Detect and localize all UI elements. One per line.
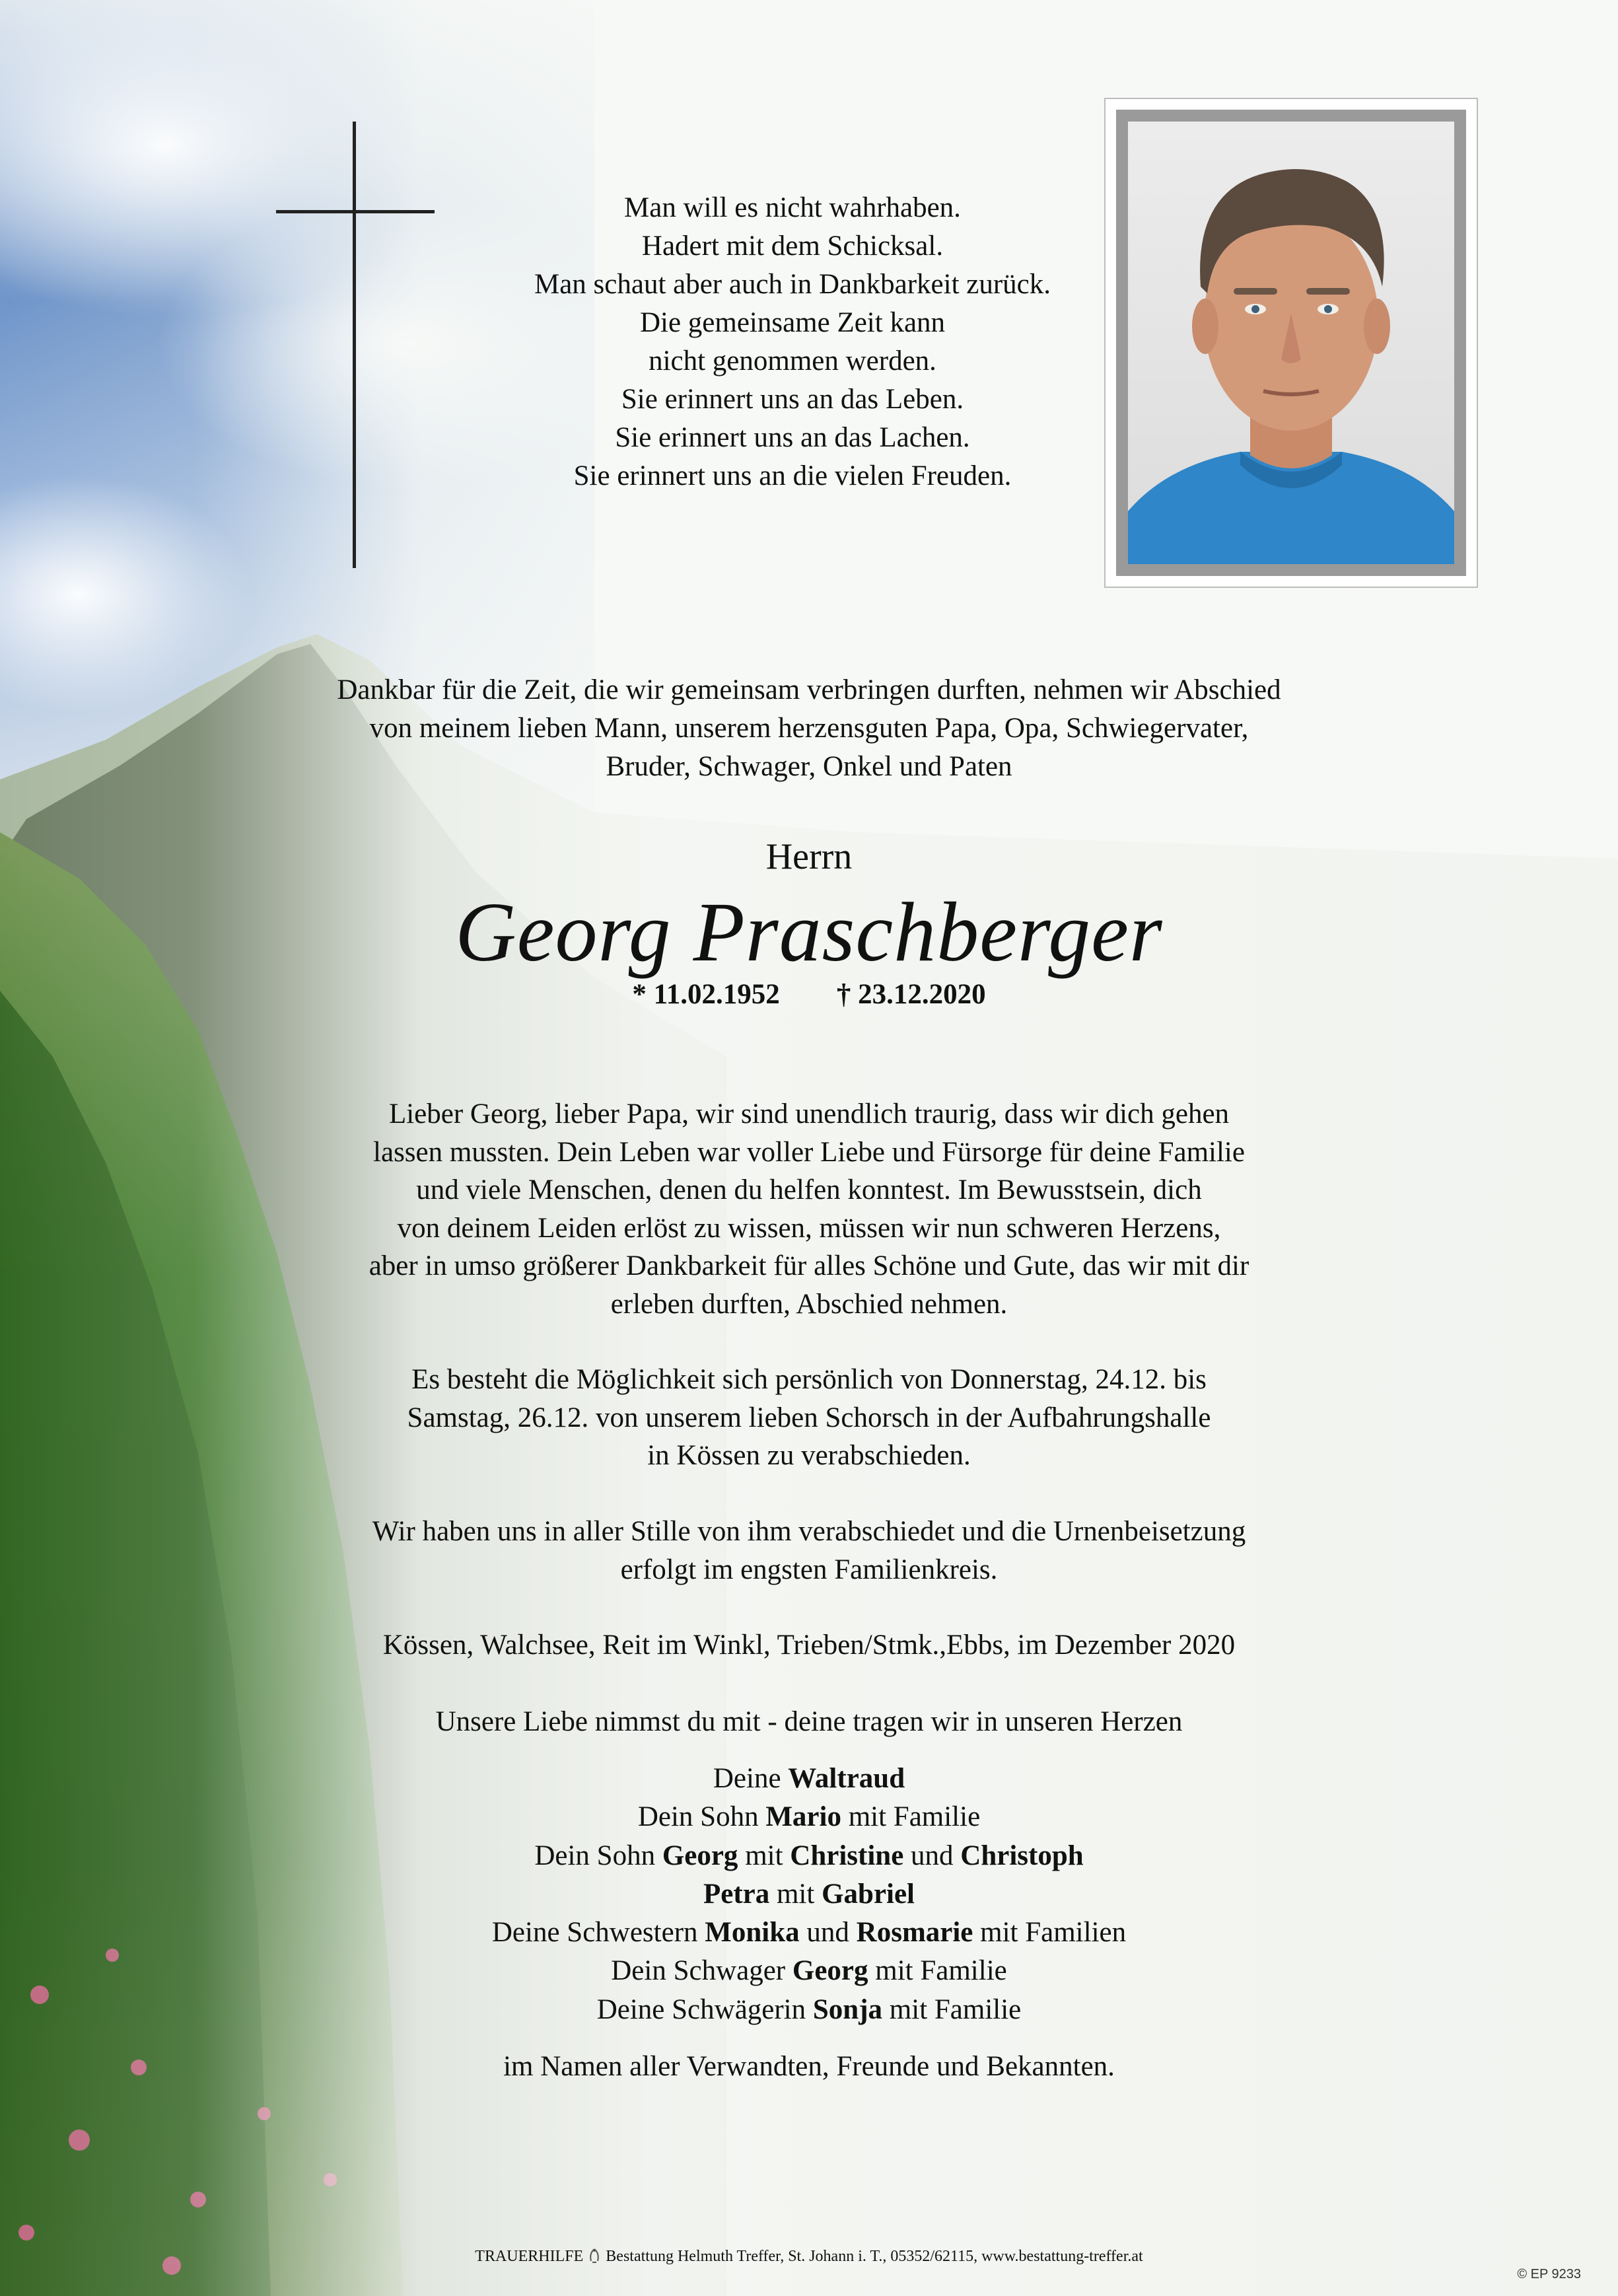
intro-line: Dankbar für die Zeit, die wir gemeinsam verbringen durften, nehmen wir Abschied [337,674,1281,705]
mourner-name: Georg [662,1840,738,1871]
mourner-text: Dein Sohn [534,1840,662,1871]
body-line: erfolgt im engsten Familienkreis. [620,1554,998,1585]
mourner-text: und [799,1917,857,1949]
mourner-text: mit Familie [882,1993,1022,2025]
footer-brand: TRAUERHILFE [475,2248,584,2265]
body-line: Lieber Georg, lieber Papa, wir sind unendlich traurig, dass wir dich gehen [388,1098,1230,1130]
mourner-text: mit Familie [841,1801,981,1833]
poem-line: Sie erinnert uns an die vielen Freuden. [573,460,1012,491]
mourner-name: Sonja [812,1993,883,2025]
mourner-text: mit [769,1878,822,1910]
mourner-line [0,1991,1618,2029]
mourner-text: mit [738,1840,791,1871]
burial-paragraph [0,1513,1618,1589]
mourner-name: Petra [703,1878,770,1910]
intro-text [0,671,1618,786]
mourner-name: Christoph [960,1840,1084,1871]
poem-line: Sie erinnert uns an das Leben. [621,384,964,415]
places-and-date: Kössen, Walchsee, Reit im Winkl, Trieben/Stmk.,Ebbs, im Dezember 2020 [382,1630,1236,1661]
footer-text: Bestattung Helmuth Treffer, St. Johann i. T., 05352/62115, www.bestattung-treffer.at [606,2248,1143,2265]
poem-line: Hadert mit dem Schicksal. [641,231,944,262]
mourner-text: mit Familien [973,1917,1127,1949]
mourner-text: Dein Schwager [611,1955,792,1987]
mourner-text: Deine Schwestern [491,1917,705,1949]
footer [0,2246,1618,2267]
mourner-text: Dein Sohn [637,1801,766,1833]
life-dates [0,976,1618,1013]
intro-line: von meinem lieben Mann, unserem herzensguten Papa, Opa, Schwiegervater, [369,713,1249,744]
body-line: Wir haben uns in aller Stille von ihm verabschiedet und die Urnenbeisetzung [372,1516,1246,1547]
body-line: lassen mussten. Dein Leben war voller Liebe und Fürsorge für deine Familie [373,1136,1245,1168]
mourner-name: Christine [790,1840,904,1871]
reference-code: © EP 9233 [1517,2267,1581,2281]
body-line: erleben durften, Abschied nehmen. [610,1288,1008,1320]
salutation: Herrn [765,836,853,877]
body-line: und viele Menschen, denen du helfen konntest. Im Bewusstsein, dich [416,1174,1202,1205]
portrait-photo [1128,122,1454,564]
mourner-text: Deine [713,1763,789,1794]
viewing-paragraph [0,1361,1618,1475]
poem-line: Die gemeinsame Zeit kann [639,307,946,338]
mourner-line [0,1875,1618,1914]
poem-line: nicht genommen werden. [649,345,936,377]
birth-date: * 11.02.1952 [632,979,780,1010]
body-line: von deinem Leiden erlöst zu wissen, müssen wir nun schweren Herzens, [397,1212,1221,1244]
mourner-name: Gabriel [822,1878,915,1910]
poem-line: Man will es nicht wahrhaben. [624,192,961,223]
mourner-text: und [903,1840,961,1871]
mourner-text: mit Familie [868,1955,1007,1987]
mourner-name: Monika [705,1917,800,1949]
body-line: Es besteht die Möglichkeit sich persönlich von Donnerstag, 24.12. bis [411,1364,1207,1395]
poem-line: Sie erinnert uns an das Lachen. [615,422,970,453]
body-paragraph [0,1095,1618,1323]
mourner-text: Deine Schwägerin [596,1993,813,2025]
intro-line: Bruder, Schwager, Onkel und Paten [606,751,1012,782]
portrait-frame [1104,98,1478,588]
mourner-line [0,1952,1618,1990]
mourner-name: Mario [765,1801,841,1833]
portrait-mat [1116,110,1466,576]
mourner-line [0,1760,1618,1798]
body-line: Samstag, 26.12. von unserem lieben Schorsch in der Aufbahrungshalle [407,1402,1211,1433]
mourners-list [0,1760,1618,2029]
mourner-line [0,1798,1618,1836]
deceased-name: Georg Praschberger [455,885,1163,979]
closing-line: im Namen aller Verwandten, Freunde und Bekannten. [503,2051,1115,2082]
mourner-line [0,1837,1618,1875]
body-line: aber in umso größerer Dankbarkeit für alles Schöne und Gute, das wir mit dir [369,1250,1249,1281]
love-line: Unsere Liebe nimmst du mit - deine tragen wir in unseren Herzen [435,1706,1183,1737]
angel-logo-icon [587,2248,602,2265]
mourner-name: Georg [792,1955,868,1987]
mourner-name: Waltraud [788,1763,905,1794]
body-line: in Kössen zu verabschieden. [647,1440,971,1471]
poem-line: Man schaut aber auch in Dankbarkeit zurück. [534,269,1051,300]
mourner-name: Rosmarie [856,1917,973,1949]
death-date: † 23.12.2020 [836,979,986,1010]
mourner-line [0,1914,1618,1952]
